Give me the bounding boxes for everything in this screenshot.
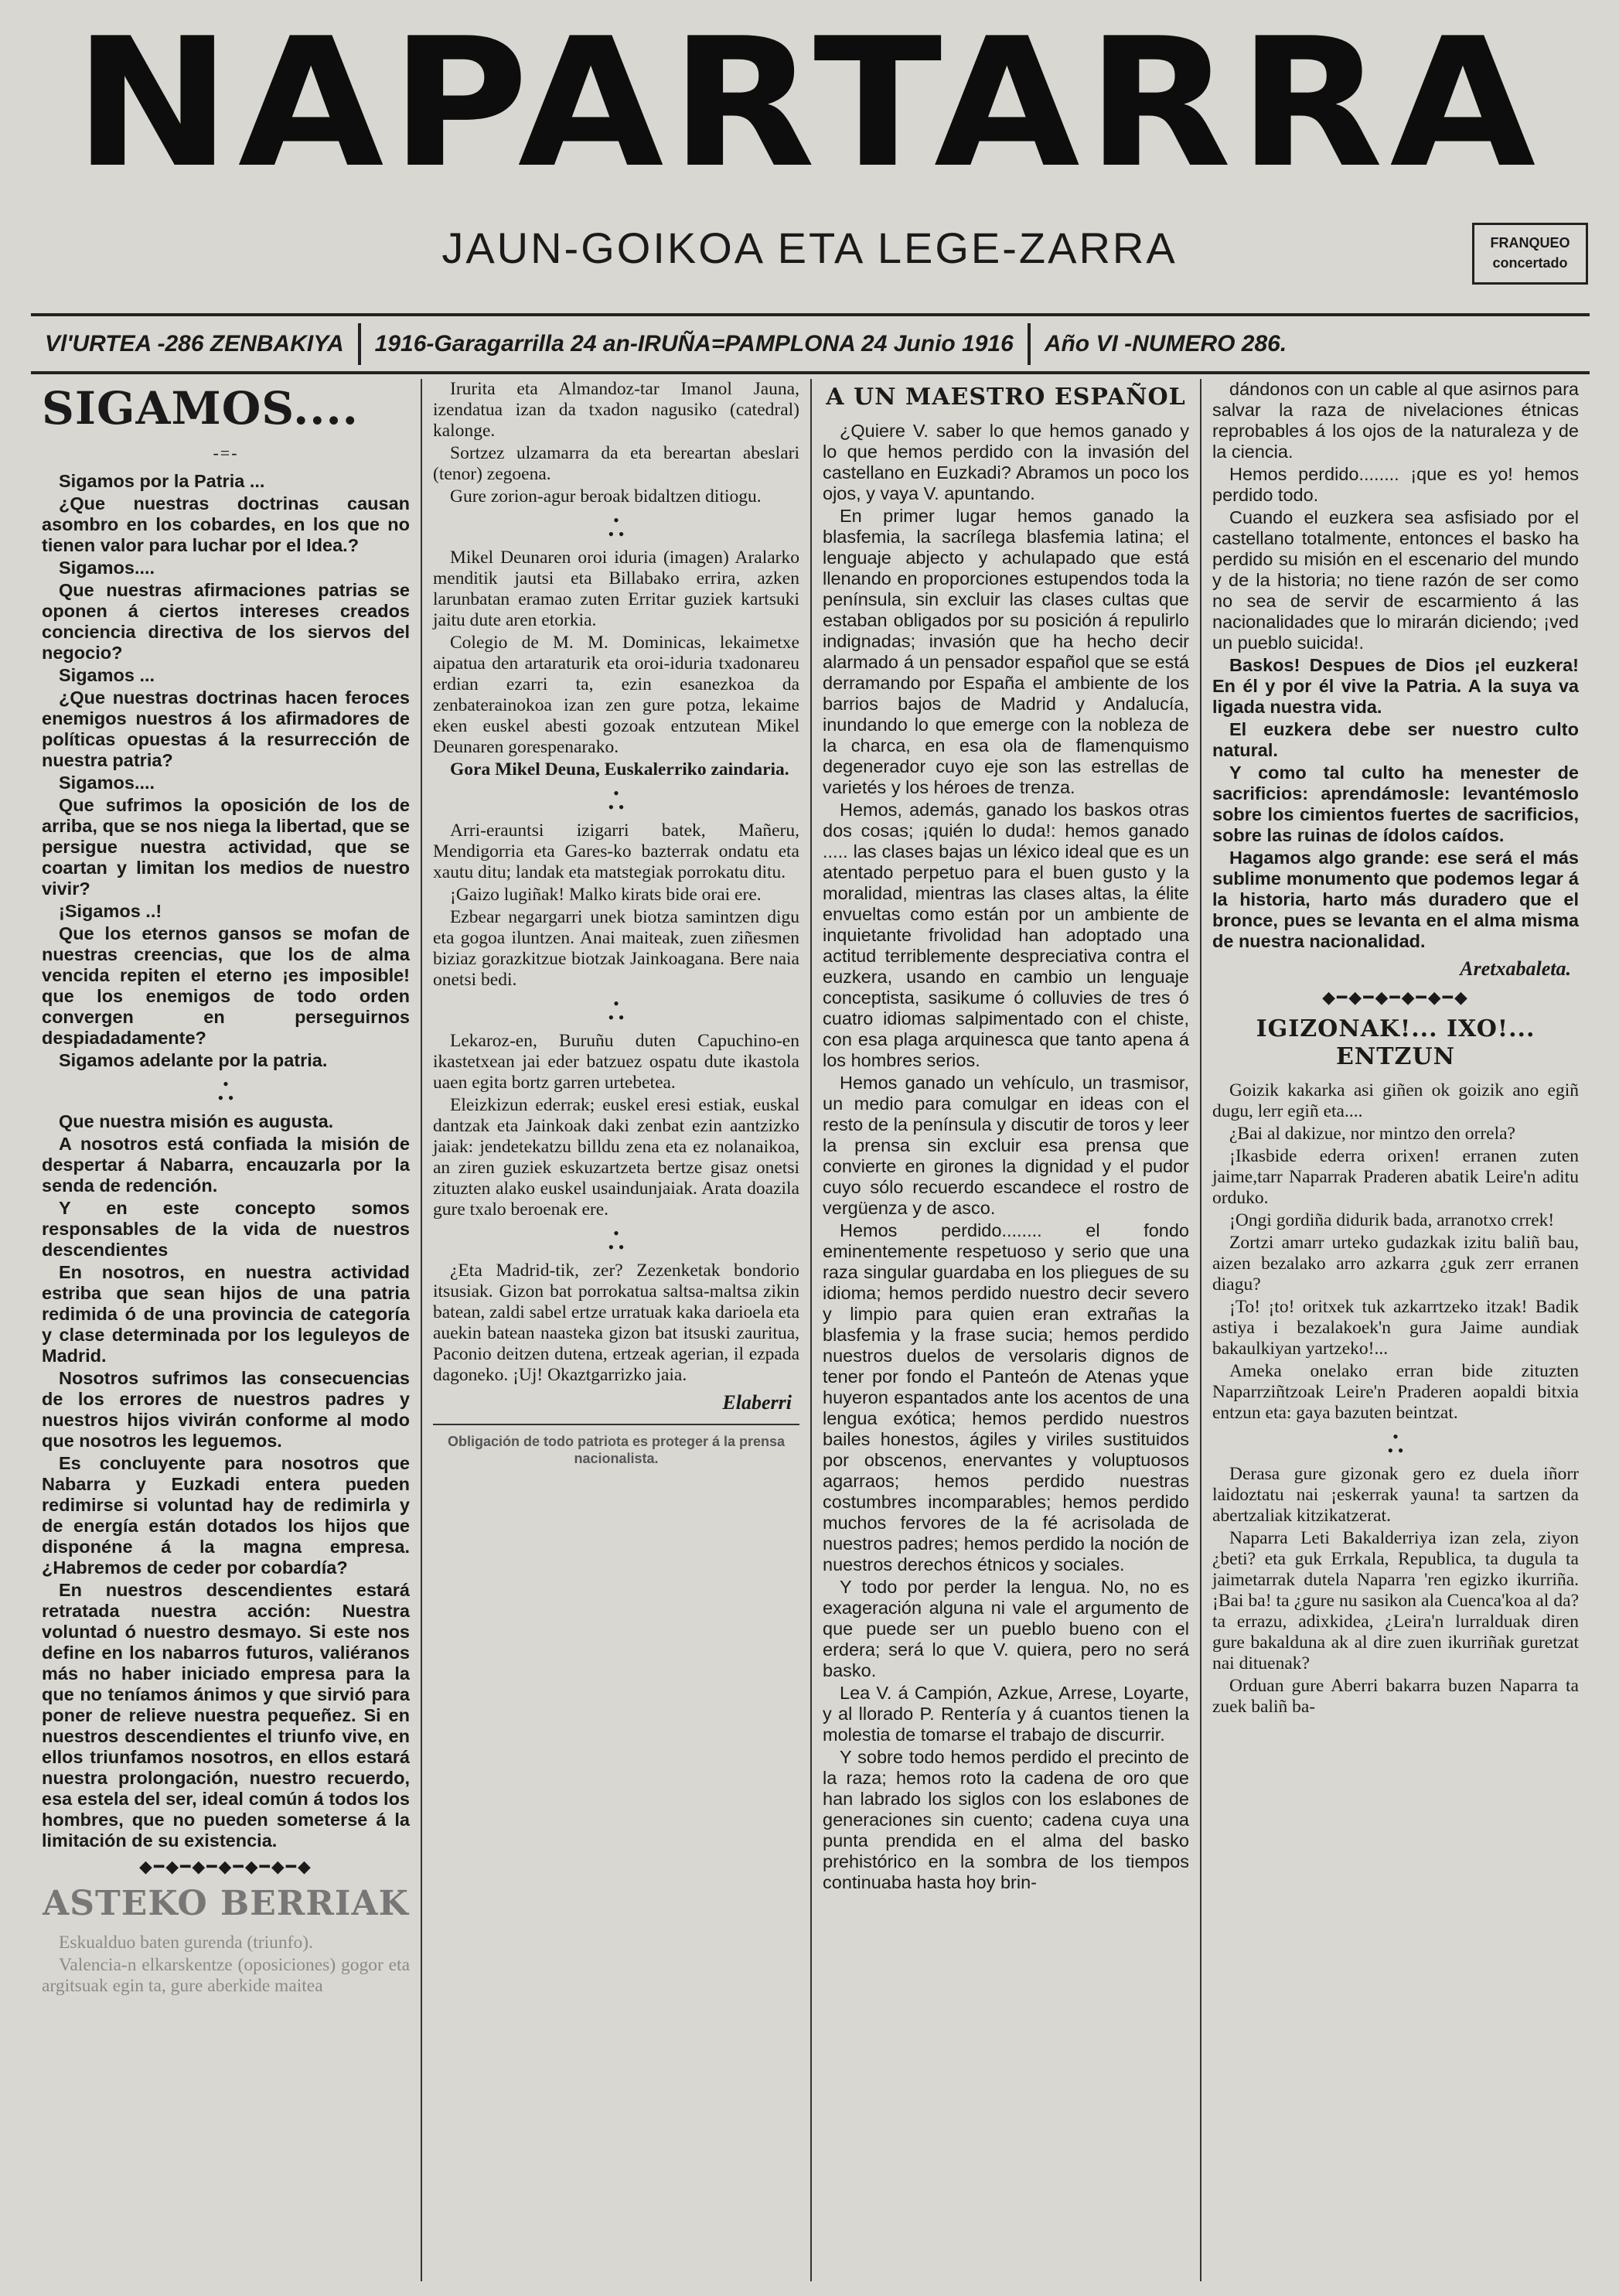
paragraph: Sigamos.... bbox=[59, 558, 155, 578]
paragraph: Zortzi amarr urteko gudazkak izitu baliñ bau, aizen bezalako arro azkarra ¿guk zerr erranen diagu? bbox=[1212, 1233, 1579, 1295]
paragraph: ¡Ongi gordiña didurik bada, arranotxo crrek! bbox=[1229, 1210, 1555, 1230]
paragraph: Orduan gure Aberri bakarra buzen Naparra ta zuek baliñ ba- bbox=[1212, 1676, 1579, 1717]
paragraph: Baskos! Despues de Dios ¡el euzkera! En él y por él vive la Patria. A la suya va ligada nuestra vida. bbox=[1212, 655, 1579, 717]
nationalist-press-note: Obligación de todo patriota es proteger á la prensa nacionalista. bbox=[433, 1424, 799, 1467]
paragraph: Y todo por perder la lengua. No, no es exageración alguna ni vale el argumento de que puede ser un pueblo bueno con el erdera; será lo que V. quiera, pero no será basko. bbox=[823, 1577, 1189, 1680]
paragraph: ¿Eta Madrid-tik, zer? Zezenketak bondorio itsusiak. Gizon bat porrokatua saltsa-maltsa zikin batean, zaldi sabel ertze urratuak kaka darioela eta auekin batean naasteka gizon bat itsuski zauritua, Paconio deitzen dutena, ertzeak agerian, il ezpada dagoneko. ¡Uj! Okaztgarrizko jaia. bbox=[433, 1261, 799, 1385]
masthead bbox=[31, 1, 1585, 209]
paragraph: Que sufrimos la oposición de los de arriba, que se nos niega la libertad, que se persigue nuestra actividad, que se coartan y limitan los medios de nuestro vivir? bbox=[42, 795, 410, 899]
paragraph: Que nuestras afirmaciones patrias se oponen á ciertos intereses creados conciencia directiva de los siervos del negocio? bbox=[42, 580, 410, 663]
section-stars-ornament: • • • bbox=[608, 783, 625, 817]
paragraph: ¿Bai al dakizue, nor mintzo den orrela? bbox=[1229, 1124, 1515, 1144]
headline-sigamos: SIGAMOS.... bbox=[42, 382, 359, 435]
paragraph: Naparra Leti Bakalderriya izan zela, ziyon ¿beti? eta guk Errkala, Republica, ta dugula ta jaimetarrak dutela Naparra 'ren egizko ikurriña. ¡Bai ba! ta ¿gure nu sasikon ala Cuenca'koa al da? ta errazu, adixkidea, ¿Leira'n lurralduak diren gure bakalduna ak al dire zuen ikurriñak guretzat nai dituenak? bbox=[1212, 1528, 1579, 1673]
column-3 bbox=[810, 379, 1200, 2281]
article-columns bbox=[31, 379, 1590, 2281]
paragraph: Colegio de M. M. Dominicas, lekaimetxe aipatua den artaraturik eta oroi-iduria txadonareu erdian ezarri ta, ezin esanezkoa da zenbaterainokoa izan zen gure potza, lekaime eken euskel abesti gozoak entzutean Mikel Deunaren gorespenarako. bbox=[433, 633, 799, 757]
paragraph: ¡Ikasbide ederra orixen! erranen zuten jaime,tarr Naparrak Praderen abatik Leire'n aditu orduko. bbox=[1212, 1146, 1579, 1208]
paragraph: Eleizkizun ederrak; euskel eresi estiak, euskal dantzak eta Jainkoak daki zenbat ezin aantzizko jaiak: jendetekatzu billdu zena eta ez nolanaikoa, an ziren guziek eskuzartzeta bertze gisaz onetsi zituzten alako euskel usaindunjaiak. Arata doazila gure txalo beroenak ere. bbox=[433, 1095, 799, 1220]
paragraph: Goizik kakarka asi giñen ok goizik ano egiñ dugu, lerr egiñ eta.... bbox=[1212, 1080, 1579, 1121]
column-1 bbox=[31, 379, 421, 2281]
issue-year-number: Vl'URTEA -286 ZENBAKIYA bbox=[45, 331, 344, 357]
headline-igizonak: IGIZONAK!... IXO!... ENTZUN bbox=[1256, 1015, 1535, 1070]
column-2 bbox=[421, 379, 810, 2281]
paragraph: ¡To! ¡to! oritxek tuk azkarrtzeko itzak! Badik astiya i bezalakoek'n gura Jaime aundiak bakaulkiyan yartzeko!... bbox=[1212, 1297, 1579, 1359]
paragraph: Sigamos.... bbox=[59, 773, 155, 793]
paragraph: ¿Que nuestras doctrinas causan asombro en los cobardes, en los que no tienen valor para luchar por el Idea.? bbox=[42, 493, 410, 555]
paragraph: Sigamos ... bbox=[59, 665, 155, 685]
issue-date: 1916-Garagarrilla 24 an-IRUÑA=PAMPLONA 24 Junio 1916 bbox=[374, 331, 1014, 357]
paragraph: El euzkera debe ser nuestro culto natural. bbox=[1212, 719, 1579, 760]
stamp-line-1: FRANQUEO bbox=[1490, 235, 1570, 251]
paragraph: En nuestros descendientes estará retratada nuestra acción: Nuestra voluntad ó nuestro desmayo. Si este nos define en los nabarros futuros, valiéranos más no haber iniciado empresa para la que no teníamos ánimos y que sirvió para poner de relieve nuestra pequeñez. Si en nuestros descendientes el triunfo vive, en ellos triunfamos nosotros, en ellos estará nuestra prolongación, nuestro recuerdo, esa estela del ser, ideal común á todos los hombres, que no pueden someterse á la limitación de su existencia. bbox=[42, 1580, 410, 1851]
paragraph: Y en este concepto somos responsables de la vida de nuestros descendientes bbox=[42, 1198, 410, 1260]
paragraph: Lea V. á Campión, Azkue, Arrese, Loyarte, y al llorado P. Rentería y á cuantos tienen la molestia de tomarse el trabajo de discurrir. bbox=[823, 1683, 1189, 1745]
paragraph: En primer lugar hemos ganado la blasfemia, la sacrílega blasfemia latina; el lenguaje abjecto y achulapado que está llenando en proporciones estupendos toda la península, sin excluir las clases cultas que estaban obligados por su posición á repulirlo indignadas; invasión que ha hecho decir alarmado á un pensador español que se está derramando por España el ambiente de los barrios bajos de Madrid y Andalucía, inundando lo que emerge con la nobleza de la charca, en esa ola de flamenquismo degenerador cuyo eje son las estrellas de varietés y los héroes de trenza. bbox=[823, 506, 1189, 797]
paragraph: Es concluyente para nosotros que Nabarra y Euzkadi entera pueden redimirse si voluntad hay de redimirla y de energía están dotados los hijos que disponéne á la magna empresa. ¿Habremos de ceder por cobardía? bbox=[42, 1453, 410, 1578]
section-stars-ornament: • • • bbox=[608, 994, 625, 1027]
bottom-rule bbox=[31, 371, 1590, 374]
column-4 bbox=[1200, 379, 1590, 2281]
paragraph: Irurita eta Almandoz-tar Imanol Jauna, izendatua izan da txadon nagusiko (catedral) kalonge. bbox=[433, 379, 799, 441]
paragraph: Hemos perdido........ ¡que es yo! hemos perdido todo. bbox=[1212, 464, 1579, 505]
newspaper-title: NAPARTARRA bbox=[73, 1, 1542, 207]
paragraph: Hagamos algo grande: ese será el más sublime monumento que podemos legar á la historia, harto más duradero que el bronce, pues se levanta en el alma misma de nuestra nacionalidad. bbox=[1212, 848, 1579, 951]
section-stars-ornament: • • • bbox=[608, 1223, 625, 1257]
paragraph: Sigamos por la Patria ... bbox=[59, 471, 265, 491]
paragraph: Valencia-n elkarskentze (oposiciones) gogor eta argitsuak egin ta, gure aberkide maitea bbox=[42, 1955, 410, 1996]
paragraph: Que los eternos gansos se mofan de nuestras creencias, que los de alma vencida repiten el eterno ¡es imposible! que los enemigos de todo orden convergen en perseguirnos despiadadamente? bbox=[42, 923, 410, 1048]
paragraph: dándonos con un cable al que asirnos para salvar la raza de nivelaciones étnicas reprobables á los ojos de la naturaleza y de la ciencia. bbox=[1212, 379, 1579, 462]
ornamental-divider: ◆━◆━◆━◆━◆━◆━◆ bbox=[139, 1857, 312, 1876]
paragraph: ¡Sigamos ..! bbox=[59, 901, 162, 921]
paragraph: Nosotros sufrimos las consecuencias de los errores de nuestros padres y nuestros hijos vivirán conforme al modo que nosotros les leguemos. bbox=[42, 1368, 410, 1451]
paragraph: Arri-erauntsi izigarri batek, Mañeru, Mendigorria eta Gares-ko bazterrak ondatu eta xautu ditu; landak eta matstegiak porrokatu ditu. bbox=[433, 820, 799, 882]
paragraph: Sortzez ulzamarra da eta bereartan abeslari (tenor) zegoena. bbox=[433, 443, 799, 484]
section-stars-ornament: • • • bbox=[1387, 1427, 1404, 1460]
paragraph: Y sobre todo hemos perdido el precinto de la raza; hemos roto la cadena de oro que han labrado los siglos con los eslabones de generaciones sin cuento; cadena cuya una punta prendida en el alma del basko prehistórico en la sombra de los tiempos continuaba hasta hoy brin- bbox=[823, 1747, 1189, 1892]
paragraph: Ameka onelako erran bide zituzten Naparrziñtzoak Leire'n Praderen aopaldi bitxia entzun eta: gaya bazuten beintzat. bbox=[1212, 1361, 1579, 1423]
divider: -=- bbox=[213, 443, 239, 462]
paragraph: Lekaroz-en, Buruñu duten Capuchino-en ikastetxean jai eder batzuez ospatu dute ikastola uaen egita bortz garren urtebetea. bbox=[433, 1031, 799, 1093]
headline-maestro-espanol: A UN MAESTRO ESPAÑOL bbox=[826, 384, 1186, 411]
paragraph: Derasa gure gizonak gero ez duela iñorr laidoztatu nai ¡eskerrak yauna! ta sartzen da abertzaliak kitzikatzerat. bbox=[1212, 1464, 1579, 1526]
paragraph: Mikel Deunaren oroi iduria (imagen) Aralarko menditik jautsi eta Billabako errira, azken larunbatan eramao zuten Erritar guziek kartsuki jaitu dute aren etorkia. bbox=[433, 548, 799, 630]
paragraph: Gora Mikel Deuna, Euskalerriko zaindaria. bbox=[450, 759, 789, 780]
issue-info-bar bbox=[31, 321, 1590, 367]
paragraph: ¿Quiere V. saber lo que hemos ganado y lo que hemos perdido con la invasión del castellano en Euzkadi? Abramos un poco los ojos, y vaya V. apuntando. bbox=[823, 421, 1189, 503]
top-rule bbox=[31, 313, 1590, 316]
paragraph: Eskualduo baten gurenda (triunfo). bbox=[59, 1933, 313, 1953]
paragraph: Cuando el euzkera sea asfisiado por el castellano totalmente, entonces el basko ha perdido su misión en el escenario del mundo y de la historia; no tiene razón de ser como no sea de servir de escarmiento á las nacionalidades que lo mirarán diciendo; ¡ved un pueblo suicida!. bbox=[1212, 507, 1579, 653]
section-stars-ornament: • • • bbox=[608, 510, 625, 544]
motto: JAUN-GOIKOA ETA LEGE-ZARRA bbox=[441, 223, 1178, 272]
paragraph: A nosotros está confiada la misión de despertar á Nabarra, encauzarla por la senda de redención. bbox=[42, 1134, 410, 1196]
section-stars-ornament: • • • bbox=[217, 1074, 234, 1107]
headline-asteko-berriak: ASTEKO BERRIAK bbox=[43, 1884, 409, 1923]
ornamental-divider: ◆━◆━◆━◆━◆━◆ bbox=[1322, 988, 1469, 1007]
paragraph: En nosotros, en nuestra actividad estriba que sean hijos de una patria redimida ó de una provincia de categoría y clase determinada por los leguleyos de Madrid. bbox=[42, 1262, 410, 1366]
paragraph: ¡Gaizo lugiñak! Malko kirats bide orai ere. bbox=[450, 885, 762, 905]
paragraph: Gure zorion-agur beroak bidaltzen ditiogu. bbox=[450, 486, 762, 507]
signature-elaberri: Elaberri bbox=[722, 1391, 792, 1414]
issue-volume: Año VI -NUMERO 286. bbox=[1044, 331, 1287, 357]
paragraph: Hemos ganado un vehículo, un trasmisor, un medio para comulgar en ideas con el resto de la península y discutir de toros y leer la prensa sin excluir esa prensa que convierte en girones la dignidad y el pudor cuyo sólo recuerdo escandece el rostro de vergüenza y de asco. bbox=[823, 1073, 1189, 1218]
paragraph: Sigamos adelante por la patria. bbox=[59, 1050, 328, 1070]
paragraph: Hemos, además, ganado los baskos otras dos cosas; ¡quién lo duda!: hemos ganado ..... las clases bajas un léxico ideal que es un atentado perpetuo para el buen gusto y la moralidad, mientras las clases altas, la élite envueltas como están por un ambiente de inquietante frivolidad han adoptado una actitud terriblemente despreciativa contra el euzkera, usando en cambio un lenguaje conceptista, sasikume ó colluvies de tres ó cuatro idiomas salpimentado con el chiste, con esa plaga arquinesca que tanto apena á los hombres serios. bbox=[823, 800, 1189, 1070]
postage-stamp-box bbox=[1472, 223, 1588, 285]
stamp-line-2: concertado bbox=[1492, 255, 1568, 271]
paragraph: Y como tal culto ha menester de sacrificios: aprendámosle: levantémoslo sobre los cimientos fuertes de sacrificios, sobre las ruinas de ídolos caídos. bbox=[1212, 762, 1579, 845]
paragraph: Que nuestra misión es augusta. bbox=[59, 1111, 334, 1131]
paragraph: Ezbear negargarri unek biotza samintzen digu eta gogoa iluntzen. Anai maiteak, zuen ziñesmen biziaz gorazkitzue biotzak Jainkoagana. Bere naia onetsi bedi. bbox=[433, 907, 799, 990]
paragraph: ¿Que nuestras doctrinas hacen feroces enemigos nuestros á los afirmadores de políticas opuestas á la resurrección de nuestra patria? bbox=[42, 687, 410, 770]
paragraph: Hemos perdido........ el fondo eminentemente respetuoso y serio que una raza singular guardaba en los pliegues de su idioma; hemos perdido nuestro decir severo y limpio para quien eran extrañas la blasfemia y la frase sucia; hemos perdido nuestros duelos de versolaris dignos de tener por fondo el Panteón de Atenas yque huyeron espantados ante los acentos de una lengua exótica; hemos perdido nuestros bailes honestos, ágiles y viriles sustituidos por obscenos, enervantes y voluptuosos agarraos; hemos perdido nuestras costumbres incomparables; hemos perdido muchos fervores de la fé acrisolada de nuestros padres; hemos perdido la noción de nuestros derechos étnicos y sociales. bbox=[823, 1220, 1189, 1574]
signature-aretxabaleta: Aretxabaleta. bbox=[1460, 957, 1571, 980]
